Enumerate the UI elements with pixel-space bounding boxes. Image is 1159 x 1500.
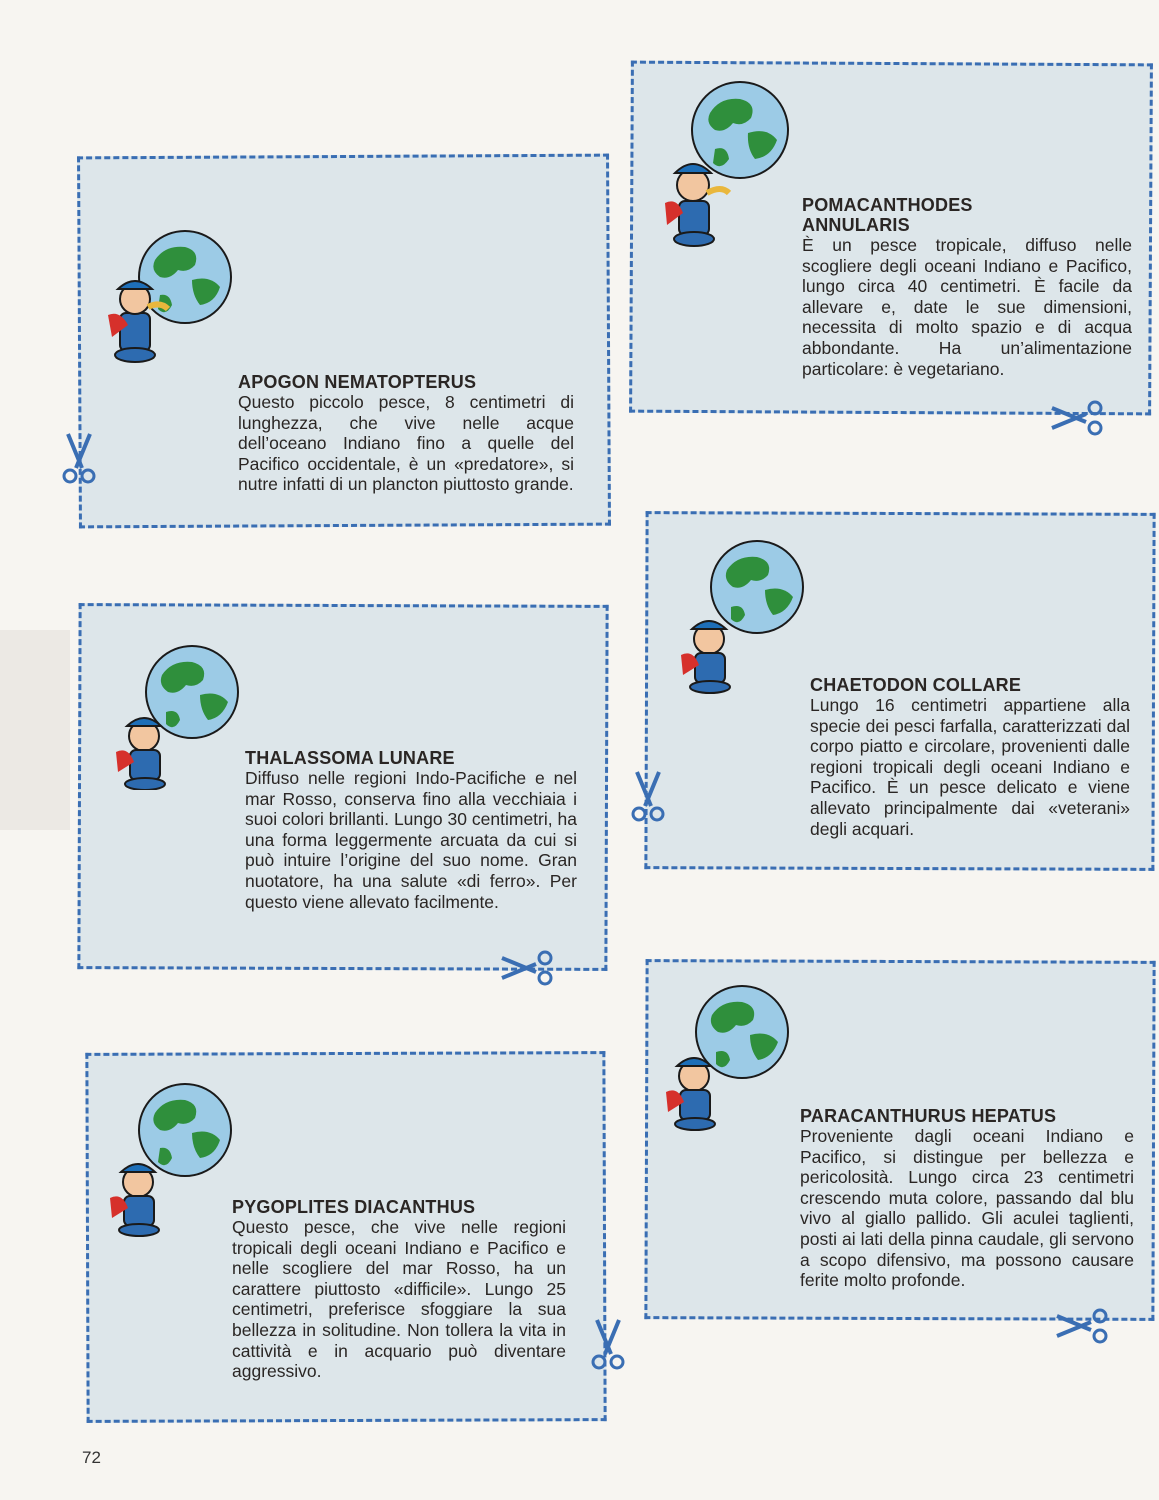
- scissors-icon[interactable]: [56, 432, 102, 478]
- mascot-holding-globe-icon: [100, 1078, 240, 1243]
- scissors-icon[interactable]: [500, 948, 546, 994]
- card-pomacanthodes-text: [802, 195, 1132, 379]
- card-body: È un pesce tropicale, diffuso nelle scogliere degli oceani Indiano e Pacifico, lungo circa 40 centimetri. È facile da allevare e, date le sue dimensioni, necessita di molto spazio e di acqua abbondante. Ha un’alimentazione particolare: è vegetariano.: [802, 235, 1132, 379]
- scissors-icon[interactable]: [1050, 398, 1096, 444]
- card-title: CHAETODON COLLARE: [810, 675, 1022, 695]
- mascot-holding-globe-icon: [100, 225, 235, 370]
- card-body: Questo pesce, che vive nelle regioni tropicali degli oceani Indiano e Pacifico e nelle scogliere del mar Rosso, ha un carattere piuttosto «difficile». Lungo 25 centimetri, preferisce sfoggiare la sua bellezza in solitudine. Non tollera la vita in cattività e in acquario può diventare aggressivo.: [232, 1217, 566, 1382]
- card-title: APOGON NEMATOPTERUS: [238, 372, 477, 392]
- card-title: PARACANTHURUS HEPATUS: [800, 1106, 1057, 1126]
- page-edge-tab: [0, 630, 70, 830]
- card-body: Diffuso nelle regioni Indo-Pacifiche e nel mar Rosso, conserva fino alla vecchiaia i suoi colori brillanti. Lungo 30 centimetri, ha una forma leggermente arcuata da cui si può intuire l’origine del suo nome. Gran nuotatore, ha una salute «di ferro». Per questo viene allevato facilmente.: [245, 768, 577, 912]
- card-paracanthurus-text: [800, 1106, 1134, 1291]
- card-body: Questo piccolo pesce, 8 centimetri di lunghezza, che vive nelle acque dell’oceano Indiano fino a quelle del Pacifico occidentale, è un «predatore», si nutre infatti di un plancton piuttosto grande.: [238, 392, 574, 495]
- scissors-icon[interactable]: [585, 1318, 631, 1364]
- mascot-holding-globe-icon: [655, 75, 790, 255]
- card-pygoplites-text: [232, 1197, 566, 1382]
- mascot-holding-globe-icon: [660, 980, 795, 1145]
- card-thalassoma-text: [245, 748, 577, 912]
- mascot-holding-globe-icon: [675, 535, 810, 700]
- card-chaetodon-text: [810, 675, 1130, 839]
- mascot-holding-globe-icon: [110, 640, 245, 795]
- card-body: Proveniente dagli oceani Indiano e Pacifico, si distingue per bellezza e pericolosità. Lungo circa 23 centimetri crescendo muta colore, passando dal blu vivo al giallo pallido. Gli aculei taglienti, posti ai lati della pinna caudale, gli servono a scopo difensivo, ma possono causare ferite molto profonde.: [800, 1126, 1134, 1291]
- card-apogon-text: [238, 372, 574, 495]
- scissors-icon[interactable]: [1055, 1306, 1101, 1352]
- card-title: THALASSOMA LUNARE: [245, 748, 455, 768]
- card-body: Lungo 16 centimetri appartiene alla specie dei pesci farfalla, caratterizzati dal corpo piatto e circolare, provenienti dalle regioni tropicali degli oceani Indiano e Pacifico. È un pesce delicato e viene allevato principalmente dai «veterani» degli acquari.: [810, 695, 1130, 839]
- page-number: 72: [82, 1448, 101, 1467]
- scissors-icon[interactable]: [625, 770, 671, 816]
- card-title: PYGOPLITES DIACANTHUS: [232, 1197, 476, 1217]
- card-title: POMACANTHODES ANNULARIS: [802, 195, 973, 235]
